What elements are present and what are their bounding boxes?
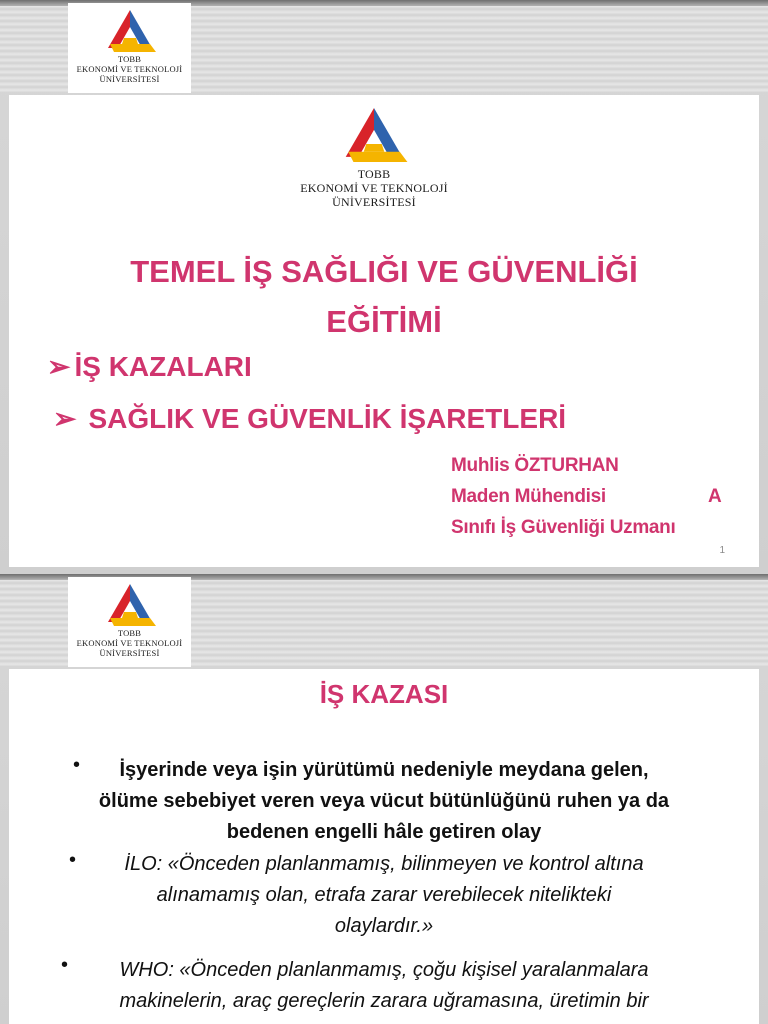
logo-text bbox=[77, 629, 183, 658]
definition-line-1: İşyerinde veya işin yürütümü nedeniyle meydana gelen, bbox=[119, 759, 649, 781]
university-emblem-icon bbox=[102, 8, 158, 54]
bullet-dot: • bbox=[69, 849, 77, 871]
author-role: Sınıfı İş Güvenliği Uzmanı bbox=[451, 517, 676, 538]
slide-title bbox=[9, 247, 759, 347]
logo-line-1: TOBB bbox=[117, 628, 142, 638]
logo-line-2: EKONOMİ VE TEKNOLOJİ bbox=[76, 637, 183, 648]
page-number: 1 bbox=[719, 545, 725, 556]
logo-line-2: EKONOMİ VE TEKNOLOJİ bbox=[300, 180, 448, 195]
logo-line-3: ÜNİVERSİTESİ bbox=[99, 73, 160, 84]
ilo-line-3: olaylardır.» bbox=[334, 915, 434, 937]
who-line-1: WHO: «Önceden planlanmamış, çoğu kişisel yaralanmalara bbox=[119, 959, 649, 981]
definition-paragraph bbox=[9, 755, 759, 848]
bullet-dot: • bbox=[73, 754, 81, 776]
logo-text bbox=[77, 55, 183, 84]
bullet-item bbox=[53, 402, 566, 435]
author-title: Maden Mühendisi bbox=[451, 486, 606, 507]
who-line-2: makinelerin, araç gereçlerin zarara uğramasına, üretimin bir bbox=[119, 990, 649, 1012]
ilo-line-1: İLO: «Önceden planlanmamış, bilinmeyen ve kontrol altına bbox=[124, 853, 644, 875]
logo-line-3: ÜNİVERSİTESİ bbox=[99, 647, 160, 658]
slide-content bbox=[9, 95, 759, 567]
arrow-bullet-icon: ➢ bbox=[53, 403, 77, 434]
university-logo-small bbox=[68, 3, 191, 93]
logo-line-2: EKONOMİ VE TEKNOLOJİ bbox=[76, 63, 183, 74]
logo-line-3: ÜNİVERSİTESİ bbox=[332, 194, 416, 209]
definition-line-2: ölüme sebebiyet veren veya vücut bütünlüğünü ruhen ya da bbox=[98, 790, 670, 812]
author-class-letter: A bbox=[708, 486, 722, 507]
arrow-bullet-icon: ➢ bbox=[47, 351, 71, 382]
logo-line-1: TOBB bbox=[357, 167, 391, 181]
bullet-item bbox=[47, 350, 252, 383]
slide-content bbox=[9, 669, 759, 1024]
university-emblem-icon bbox=[102, 582, 158, 628]
author-name: Muhlis ÖZTURHAN bbox=[451, 455, 619, 476]
bullet-text: SAĞLIK VE GÜVENLİK İŞARETLERİ bbox=[88, 403, 567, 434]
university-logo-large bbox=[294, 98, 454, 224]
ilo-line-2: alınamamış olan, etrafa zarar verebilecek nitelikteki bbox=[156, 884, 612, 906]
logo-line-1: TOBB bbox=[117, 54, 142, 64]
definition-line-3: bedenen engelli hâle getiren olay bbox=[226, 821, 542, 843]
title-line-1: TEMEL İŞ SAĞLIĞI VE GÜVENLİĞİ bbox=[130, 254, 638, 289]
bullet-text: İŞ KAZALARI bbox=[74, 351, 252, 382]
bullet-dot: • bbox=[61, 954, 69, 976]
university-emblem-icon bbox=[338, 104, 410, 166]
slide-title: İŞ KAZASI bbox=[319, 679, 449, 709]
ilo-paragraph bbox=[9, 849, 759, 942]
who-paragraph bbox=[9, 955, 759, 1017]
slide-2 bbox=[0, 574, 768, 1024]
logo-text bbox=[300, 168, 448, 209]
university-logo-small bbox=[68, 577, 191, 667]
title-line-2: EĞİTİMİ bbox=[326, 304, 442, 339]
